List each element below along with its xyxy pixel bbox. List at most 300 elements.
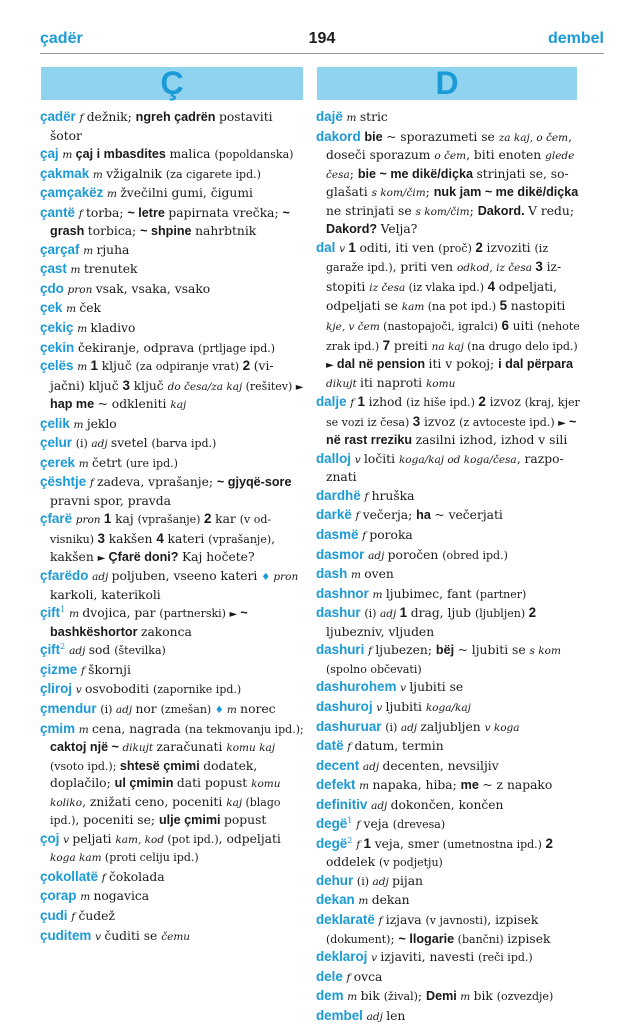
usage-note: v koga: [484, 721, 520, 734]
section-letter-d: D: [317, 67, 577, 100]
part-of-speech: m: [350, 569, 365, 582]
definition-text: iti v pokoj;: [428, 357, 499, 372]
gloss-note: (i): [75, 437, 92, 451]
gloss-note: (na drugo delo ipd.): [467, 339, 578, 353]
definition-text: ljubimec, fant: [385, 586, 476, 601]
gloss-note: (reči ipd.): [478, 951, 533, 965]
dictionary-entry: [40, 830, 306, 868]
headword: dashur: [316, 605, 365, 621]
definition-text: karkoli, katerikoli: [50, 587, 161, 602]
phrase: ~ gjyqë-sore: [216, 475, 292, 490]
definition-text: večerja;: [362, 508, 417, 523]
definition-text: bik: [473, 989, 497, 1004]
headword: çelur: [40, 435, 76, 451]
gloss-note: (bančni): [457, 932, 508, 946]
usage-note: čemu: [161, 930, 191, 943]
definition-text: preiti: [393, 338, 432, 353]
headword: dash: [316, 566, 351, 582]
definition-text: sod: [88, 643, 115, 658]
headword: dalje: [316, 394, 351, 410]
dictionary-entry: [40, 280, 306, 300]
gloss-note: (zapornike ipd.): [152, 683, 242, 697]
headword: çmendur: [40, 700, 101, 716]
part-of-speech: adj: [362, 760, 383, 773]
part-of-speech: f: [79, 112, 87, 124]
definition-text: čekiranje, odprava: [77, 340, 199, 355]
dictionary-entry: [40, 473, 306, 510]
usage-note: kje, v čem: [326, 321, 384, 334]
gloss-note: (iz garaže ipd.): [326, 241, 549, 275]
gloss-note: (kraj, kjer se vozi iz česa): [326, 396, 580, 429]
usage-note: kaj: [170, 399, 187, 412]
headword: çift: [40, 642, 61, 658]
gloss-note: (proti celiju ipd.): [104, 851, 199, 865]
usage-note: komu kaj: [226, 742, 275, 755]
gloss-note: (barva ipd.): [151, 437, 217, 451]
part-of-speech: f: [101, 871, 110, 884]
definition-text: malica: [169, 147, 215, 162]
gloss-note: (ljubljen): [474, 607, 529, 621]
usage-note: do česa/za kaj: [167, 380, 246, 393]
headword: degë: [316, 835, 348, 851]
gloss-note: (številka): [114, 644, 166, 658]
definition-text: svetel: [110, 436, 152, 451]
gloss-note: (proč): [438, 241, 476, 255]
gloss-note: (spolno občevati): [326, 662, 422, 676]
phrase: ul çmimin: [114, 776, 177, 791]
definition-text: ljubiti se: [409, 680, 464, 695]
headword: çmim: [40, 720, 79, 736]
definition-text: žvečilni gumi, čigumi: [120, 186, 253, 201]
dictionary-entry: [40, 927, 306, 947]
part-of-speech: pron: [67, 283, 96, 296]
sense-number: 1: [363, 835, 375, 851]
dictionary-entry: [316, 891, 582, 911]
usage-note: koga/kaj: [425, 701, 471, 714]
part-of-speech: f: [71, 910, 79, 923]
definition-text: , kakšen: [50, 532, 276, 564]
headword: dekan: [316, 892, 359, 908]
definition-text: , priti ven: [392, 260, 457, 275]
gloss-note: (vprašanje): [208, 533, 272, 547]
part-of-speech: adj: [92, 571, 112, 584]
definition-text: kladivo: [90, 321, 136, 336]
part-of-speech: adj: [69, 645, 89, 658]
dictionary-entry: [316, 526, 582, 546]
definition-text: ločiti: [363, 451, 399, 466]
headword: çdo: [40, 280, 68, 296]
definition-text: , biti enoten: [466, 148, 546, 163]
definition-text: nastopiti: [510, 299, 566, 314]
part-of-speech: pron: [75, 514, 104, 527]
dictionary-entry: [316, 796, 582, 816]
definition-text: ~ sporazumeti se: [386, 129, 499, 144]
usage-note: s kom/čim: [415, 205, 470, 218]
phrase-marker: ►: [558, 417, 570, 429]
definition-text: vžigalnik: [106, 166, 166, 181]
headword: çokollatë: [40, 868, 102, 884]
definition-text: čokolada: [109, 869, 165, 884]
headword: çast: [40, 261, 71, 277]
part-of-speech: f: [350, 397, 358, 410]
phrase: Demi: [425, 989, 461, 1004]
dictionary-entry: [40, 720, 306, 830]
dictionary-entry: [316, 487, 582, 507]
part-of-speech: m: [347, 991, 361, 1004]
definition-text: čuditi se: [104, 928, 162, 943]
headword: dalloj: [316, 450, 355, 466]
phrase: ~ letre: [127, 205, 169, 220]
dictionary-entry: [40, 165, 306, 185]
definition-text: škornji: [88, 662, 131, 677]
sense-number: 2: [242, 358, 254, 374]
part-of-speech: v: [339, 242, 349, 255]
dictionary-entry: [40, 604, 306, 641]
dictionary-entry: [316, 239, 582, 393]
headword: çadër: [40, 109, 80, 124]
headword: dasmë: [316, 527, 363, 543]
definition-text: ;: [425, 185, 434, 200]
part-of-speech: f: [347, 741, 355, 754]
dictionary-entry: [316, 1007, 582, 1026]
part-of-speech: v: [63, 833, 73, 846]
definition-text: ček: [79, 301, 101, 316]
part-of-speech: v: [376, 701, 386, 714]
definition-text: zakonca: [140, 624, 192, 639]
gloss-note: (i): [364, 607, 380, 621]
definition-text: ~ ljubiti se: [457, 643, 530, 658]
headword: çift: [40, 605, 61, 621]
usage-note: koga kam: [50, 852, 105, 865]
definition-text: izvoz: [489, 395, 525, 410]
part-of-speech: adj: [91, 438, 111, 451]
sense-number: 6: [501, 318, 513, 334]
definition-text: oven: [364, 567, 394, 582]
dictionary-entry: [40, 641, 306, 661]
page-number: 194: [308, 30, 336, 47]
part-of-speech: m: [359, 780, 373, 793]
headword: degë: [316, 816, 348, 832]
part-of-speech: m: [78, 457, 93, 470]
dictionary-entry: [40, 204, 306, 241]
part-of-speech: f: [355, 510, 363, 523]
part-of-speech: m: [77, 323, 91, 336]
part-of-speech: adj: [372, 875, 393, 888]
headword: çfarëdo: [40, 568, 93, 584]
usage-note: komu: [425, 377, 456, 390]
phrase-marker: ►: [229, 609, 241, 621]
part-of-speech: m: [77, 361, 91, 374]
part-of-speech: v: [354, 453, 364, 466]
dictionary-entry: [316, 506, 582, 526]
headword: çamçakëz: [40, 185, 108, 201]
definition-text: veja, smer: [374, 836, 443, 851]
dictionary-entry: [40, 339, 306, 358]
dictionary-entry: [316, 718, 582, 738]
headword: deklaroj: [316, 949, 372, 965]
definition-text: popust: [224, 813, 267, 828]
part-of-speech: f: [356, 819, 364, 832]
gloss-note: (iz vlaka ipd.): [408, 280, 488, 294]
usage-note: odkod, iz česa: [456, 262, 536, 275]
usage-note: koga/kaj od koga/česa: [398, 453, 517, 466]
homograph-index: 2: [60, 642, 66, 652]
definition-text: ~ odkleniti: [97, 397, 171, 412]
headword: dardhë: [316, 487, 365, 503]
dictionary-entry: [316, 911, 582, 948]
part-of-speech: f: [368, 645, 376, 658]
phrase: Dakord?: [326, 222, 381, 237]
dictionary-entry: [316, 757, 582, 777]
definition-text: izpisek: [507, 931, 551, 946]
headword: dashuri: [316, 642, 369, 658]
sense-number: 2: [203, 511, 216, 527]
phrase-marker: ►: [326, 360, 337, 372]
dictionary-entry: [316, 737, 582, 757]
definition-text: stric: [359, 110, 388, 124]
part-of-speech: m: [70, 264, 84, 277]
sense-number: 1: [90, 358, 102, 374]
definition-text: jeklo: [86, 416, 117, 431]
dictionary-entry: [40, 700, 306, 720]
headword: dembel: [316, 1007, 367, 1023]
phrase: me: [460, 778, 483, 793]
part-of-speech: f: [378, 914, 386, 927]
definition-text: , razpo-znati: [326, 451, 564, 485]
definition-text: ovca: [353, 969, 383, 984]
sense-number: 2: [545, 835, 553, 851]
dictionary-entry: [316, 585, 582, 605]
part-of-speech: f: [364, 490, 372, 503]
dictionary-entry: [40, 241, 306, 261]
usage-note: s kom/čim: [371, 187, 426, 200]
part-of-speech: f: [89, 477, 98, 490]
sense-number: 1: [103, 511, 116, 527]
definition-text: zaljubljen: [420, 719, 485, 734]
gloss-note: (žival): [383, 990, 418, 1004]
definition-text: len: [386, 1008, 406, 1023]
usage-note: dikujt: [122, 742, 157, 755]
definition-text: drag, ljub: [410, 606, 475, 621]
gloss-note: (vprašanje): [137, 513, 204, 527]
gloss-note: (v podjetju): [379, 856, 443, 870]
definition-text: izjava: [385, 912, 426, 927]
definition-text: zadeva, vprašanje;: [97, 475, 217, 490]
dictionary-entry: [316, 948, 582, 968]
definition-text: uiti: [512, 319, 538, 334]
part-of-speech: pron: [273, 571, 299, 584]
homograph-index: 1: [347, 816, 353, 826]
definition-text: poljuben, vseeno kateri: [111, 569, 262, 584]
gloss-note: (dokument): [326, 932, 391, 946]
definition-text: , izpisek: [487, 912, 539, 927]
gloss-note: (partner): [475, 587, 527, 601]
gloss-note: (prtljage ipd.): [198, 341, 276, 355]
phrase: shtesë çmimi: [119, 758, 204, 773]
gloss-note: (nehote zrak ipd.): [326, 320, 580, 353]
part-of-speech: m: [346, 112, 360, 124]
definition-text: ključ: [133, 378, 168, 393]
definition-text: nogavica: [93, 889, 150, 904]
usage-note: na kaj: [431, 340, 468, 353]
gloss-note: (rešitev): [245, 379, 296, 393]
part-of-speech: adj: [371, 799, 391, 812]
definition-text: , poceniti se;: [75, 813, 159, 828]
headword: dem: [316, 988, 348, 1004]
gloss-note: (nastopajoči, igralci): [383, 320, 502, 334]
gloss-note: (popoldanska): [214, 148, 294, 162]
part-of-speech: f: [80, 664, 89, 677]
part-of-speech: adj: [368, 549, 388, 562]
phrase: çaj i mbasdites: [75, 147, 170, 162]
left-guide-word: çadër: [40, 30, 83, 47]
definition-text: kateri: [167, 532, 209, 547]
headword: çështje: [40, 474, 90, 490]
definition-text: peljati: [72, 831, 116, 846]
part-of-speech: adj: [366, 1010, 387, 1023]
headword: dele: [316, 968, 347, 984]
sense-number: 1: [399, 605, 411, 621]
phrase: ~ bashkëshortor: [50, 606, 248, 639]
part-of-speech: m: [62, 149, 76, 162]
dictionary-entry: [40, 299, 306, 319]
dictionary-entry: [316, 604, 582, 641]
definition-text: dokončen, končen: [390, 797, 504, 812]
homograph-index: 1: [60, 605, 66, 615]
gloss-note: (za odpiranje vrat): [135, 360, 243, 374]
definition-text: izjaviti, navesti: [380, 950, 479, 965]
part-of-speech: adj: [115, 703, 136, 716]
headword: çantë: [40, 204, 79, 220]
definition-text: oddelek: [326, 855, 379, 870]
phrase: Dakord.: [477, 203, 529, 218]
definition-text: izvoz: [423, 414, 460, 429]
definition-text: iti naproti: [360, 375, 426, 390]
definition-text: rjuha: [96, 242, 130, 257]
dictionary-entry: [316, 546, 582, 566]
headword: çorap: [40, 888, 81, 904]
headword: çekin: [40, 339, 78, 355]
dictionary-entry: [40, 868, 306, 888]
part-of-speech: m: [73, 418, 87, 431]
definition-text: izhod: [368, 395, 407, 410]
header-rule: [40, 53, 604, 54]
part-of-speech: m: [92, 168, 107, 181]
definition-text: kakšen: [108, 532, 157, 547]
definition-text: postaviti šotor: [50, 110, 273, 143]
headword: definitiv: [316, 796, 372, 812]
definition-text: nahrbtnik: [195, 224, 257, 239]
part-of-speech: adj: [379, 608, 400, 621]
dictionary-entry: [40, 145, 306, 165]
part-of-speech: m: [226, 703, 241, 716]
headword: çuditem: [40, 927, 96, 943]
phrase: bie: [364, 129, 387, 144]
headword: çelës: [40, 358, 78, 374]
headword: deklaratë: [316, 911, 379, 927]
part-of-speech: m: [80, 891, 94, 904]
gloss-note: (vsoto ipd.);: [50, 759, 120, 773]
definition-text: dežnik;: [86, 110, 136, 124]
sense-number: 4: [487, 278, 499, 294]
sense-number: 3: [97, 531, 109, 547]
dictionary-entry: [40, 434, 306, 454]
gloss-note: (iz hiše ipd.): [406, 396, 479, 410]
usage-note: komu koliko: [50, 778, 281, 809]
phrase-marker: ►: [97, 552, 109, 564]
definition-text: decenten, nevsiljiv: [382, 758, 499, 773]
dictionary-entry: [316, 393, 582, 450]
definition-text: , doseči sporazum: [326, 129, 573, 163]
phrase: bëj: [435, 643, 458, 658]
part-of-speech: v: [95, 930, 105, 943]
phrase: i dal përpara: [498, 357, 574, 372]
definition-text: papirnata vrečka;: [168, 205, 283, 220]
dictionary-entry: [40, 510, 306, 567]
dictionary-entry: [40, 907, 306, 927]
headword: decent: [316, 757, 363, 773]
part-of-speech: f: [362, 530, 370, 543]
definition-text: poročen: [387, 547, 443, 562]
gloss-note: (na pot ipd.): [427, 300, 500, 314]
definition-text: veja: [363, 817, 393, 832]
gloss-note: (umetnostna ipd.): [442, 837, 546, 851]
part-of-speech: v: [400, 682, 410, 695]
dictionary-entry: [40, 260, 306, 280]
definition-text: , znižati ceno, poceniti: [82, 794, 227, 809]
gloss-note: (ure ipd.): [125, 456, 178, 470]
dictionary-entry: [316, 776, 582, 796]
definition-text: bik: [360, 989, 384, 1004]
definition-text: hruška: [371, 488, 415, 503]
phrase: ~ shpine: [140, 224, 196, 239]
dictionary-entry: [40, 319, 306, 339]
sense-number: 5: [499, 298, 511, 314]
usage-note: o čem: [434, 150, 467, 163]
definition-text: vsak, vsaka, vsako: [95, 281, 211, 296]
definition-text: ~ večerjati: [434, 508, 503, 523]
usage-note: glede česa: [326, 150, 575, 181]
definition-text: čudež: [78, 908, 115, 923]
dictionary-entry: [316, 698, 582, 718]
gloss-note: (v od-visniku): [50, 513, 272, 547]
definition-text: datum, termin: [354, 739, 444, 754]
definition-text: zaračunati: [156, 740, 227, 755]
headword: darkë: [316, 507, 356, 523]
part-of-speech: m: [83, 244, 97, 257]
part-of-speech: m: [372, 588, 386, 601]
definition-text: dvojica, par: [82, 606, 160, 621]
part-of-speech: m: [69, 608, 83, 621]
definition-text: Kaj hočete?: [182, 549, 255, 564]
phrase-marker: ►: [295, 381, 304, 393]
dictionary-entry: [316, 450, 582, 487]
definition-text: ;: [390, 931, 399, 946]
phrase: ~ llogarie: [398, 931, 458, 946]
headword: çliroj: [40, 681, 76, 697]
usage-note: kam, kod: [115, 833, 168, 846]
definition-text: ljubiti: [385, 699, 426, 714]
dictionary-entry: [40, 887, 306, 907]
definition-text: V redu;: [528, 203, 574, 218]
definition-text: norec: [240, 701, 276, 716]
sense-number: 2: [478, 394, 490, 410]
sense-number: 3: [122, 377, 134, 393]
headword: dashuroj: [316, 698, 377, 714]
headword: çerek: [40, 454, 79, 470]
definition-text: ne strinjati se: [326, 203, 416, 218]
right-column: [316, 108, 582, 1026]
